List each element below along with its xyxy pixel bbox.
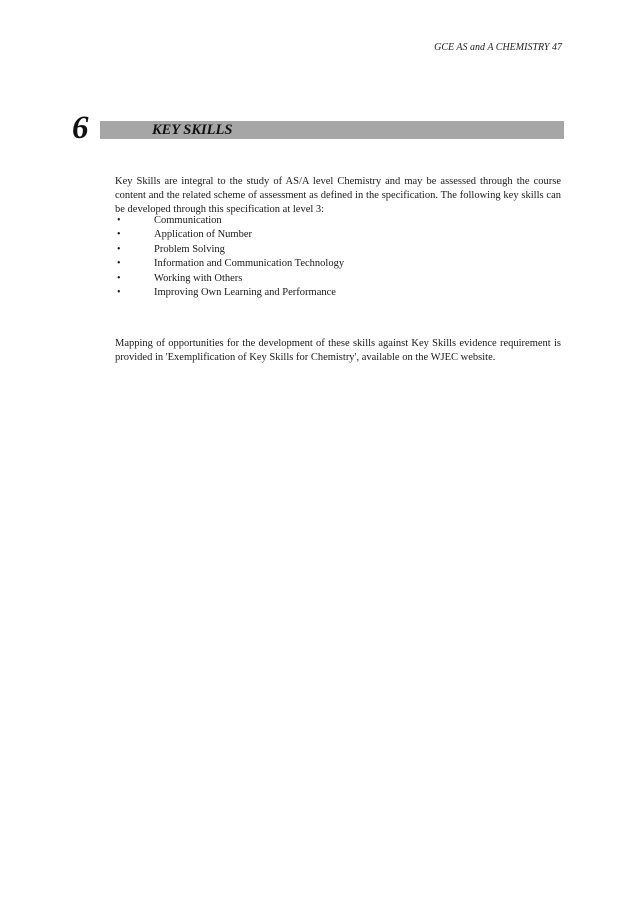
skill-label: Improving Own Learning and Performance [154, 286, 336, 298]
skill-label: Problem Solving [154, 243, 225, 255]
skill-label: Communication [154, 215, 222, 226]
skill-label: Information and Communication Technology [154, 258, 345, 270]
bullet-icon: • [117, 215, 121, 226]
bullet-icon: • [117, 258, 121, 270]
bullet-icon: • [117, 243, 121, 255]
bullet-icon: • [117, 272, 121, 284]
section-heading [72, 110, 564, 146]
section-number: 6 [72, 110, 89, 146]
section-title: KEY SKILLS [152, 122, 233, 138]
bullet-icon: • [117, 229, 121, 241]
mapping-paragraph: Mapping of opportunities for the development of these skills against Key Skills evidence requirement is provided in 'Exemplification of Key Skills for Chemistry', available on the WJEC website. [115, 337, 561, 363]
intro-paragraph: Key Skills are integral to the study of AS/A level Chemistry and may be assessed through the course content and the related scheme of assessment as defined in the specification. The following key skills can be developed through this specification at level 3: [115, 175, 561, 215]
skill-label: Working with Others [154, 272, 243, 284]
bullet-icon: • [117, 286, 121, 298]
running-header: GCE AS and A CHEMISTRY 47 [434, 42, 562, 53]
skill-label: Application of Number [154, 229, 252, 241]
